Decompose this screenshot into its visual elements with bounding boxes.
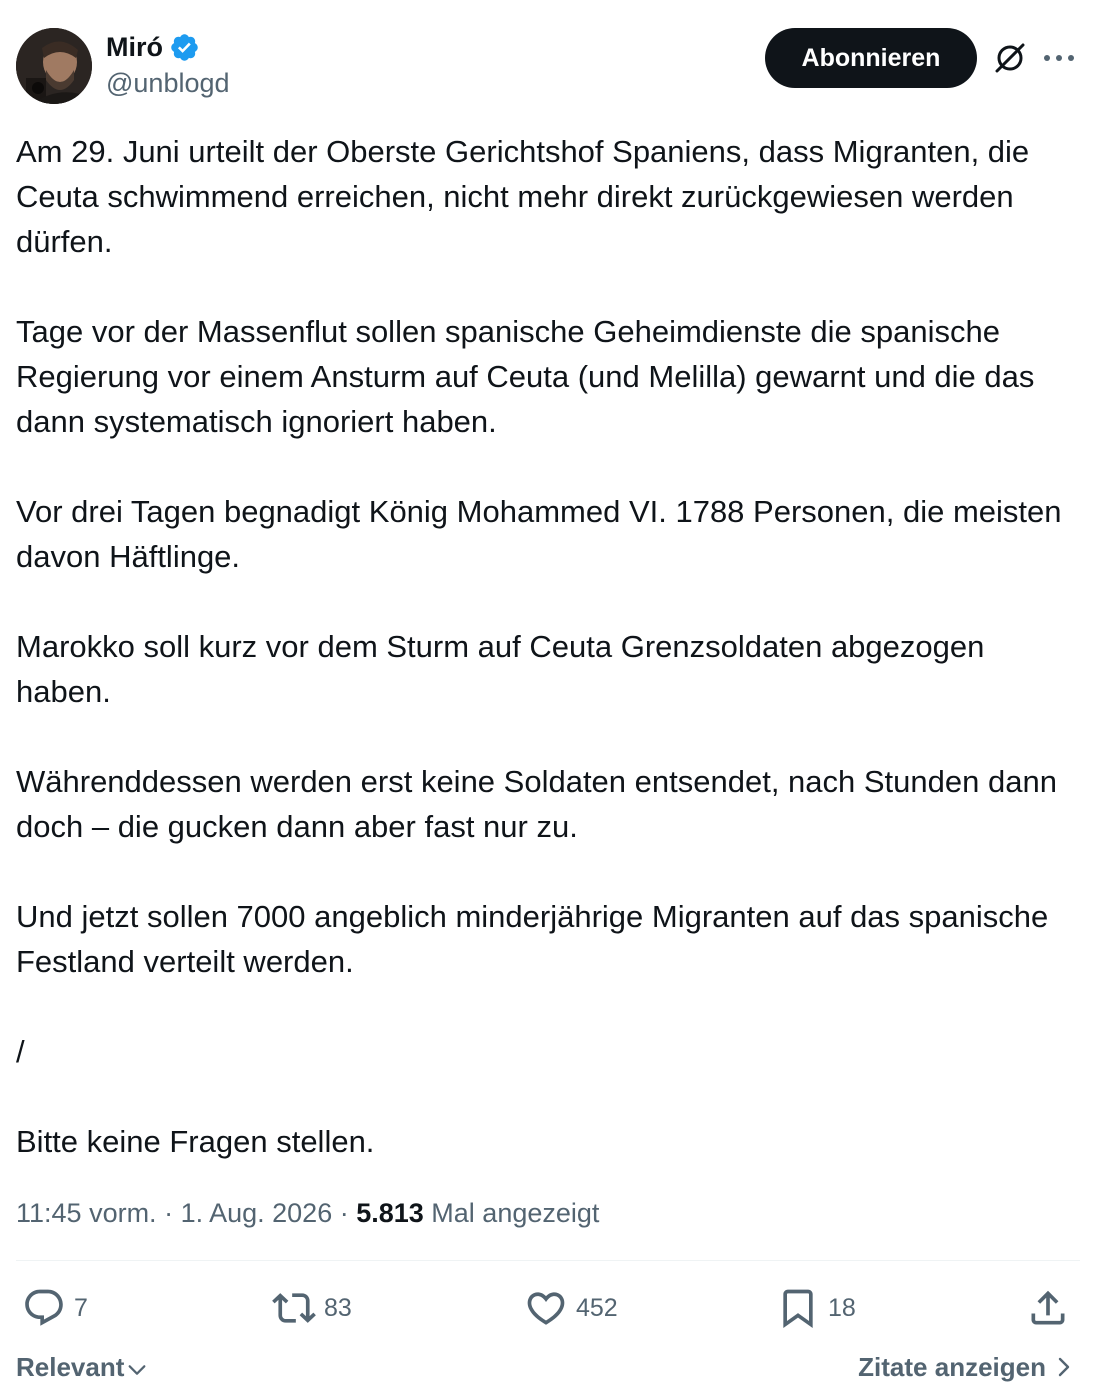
- subscribe-button[interactable]: Abonnieren: [765, 28, 977, 88]
- divider: [16, 1260, 1080, 1261]
- verified-badge-icon[interactable]: [169, 32, 200, 63]
- quotes-label: Zitate anzeigen: [858, 1352, 1046, 1382]
- views-count: 5.813: [356, 1198, 424, 1228]
- share-button[interactable]: [1026, 1282, 1070, 1334]
- author-name[interactable]: Miró: [106, 32, 163, 62]
- reply-icon: [22, 1286, 66, 1330]
- post-paragraph: Währenddessen werden erst keine Soldaten entsendet, nach Stunden dann doch – die gucken dann aber fast nur zu.: [16, 764, 1057, 844]
- post-paragraph: Vor drei Tagen begnadigt König Mohammed VI. 1788 Personen, die meisten davon Häftlinge.: [16, 494, 1062, 574]
- post-text: [16, 129, 1080, 1209]
- more-options-icon[interactable]: [1042, 46, 1076, 70]
- post-header: [16, 28, 1076, 104]
- post-time[interactable]: 11:45 vorm.: [16, 1198, 157, 1228]
- share-icon: [1026, 1286, 1070, 1330]
- views-label: Mal angezeigt: [423, 1198, 600, 1228]
- sort-dropdown[interactable]: [16, 1348, 148, 1386]
- like-count: 452: [576, 1293, 618, 1322]
- repost-count: 83: [324, 1293, 352, 1322]
- reply-count: 7: [74, 1293, 88, 1322]
- avatar-photo: [16, 28, 92, 104]
- bookmark-button[interactable]: [776, 1282, 856, 1334]
- post-date[interactable]: 1. Aug. 2026: [180, 1198, 333, 1228]
- like-button[interactable]: [524, 1282, 618, 1334]
- post-paragraph: /: [16, 1034, 25, 1069]
- grok-icon[interactable]: [992, 40, 1028, 76]
- meta-separator: ·: [332, 1198, 357, 1228]
- chevron-down-icon: [126, 1359, 148, 1381]
- post-paragraph: Tage vor der Massenflut sollen spanische Geheimdienste die spanische Regierung vor einem Ansturm auf Ceuta (und Melilla) gewarnt und die das dann systematisch ignoriert haben.: [16, 314, 1035, 439]
- meta-separator: ·: [156, 1198, 181, 1228]
- sort-label: Relevant: [16, 1352, 125, 1382]
- bookmark-icon: [776, 1286, 820, 1330]
- avatar[interactable]: [16, 28, 92, 104]
- author-info: [106, 30, 230, 102]
- repost-icon: [272, 1286, 316, 1330]
- post-paragraph: Am 29. Juni urteilt der Oberste Gerichtshof Spaniens, dass Migranten, die Ceuta schwimmend erreichen, nicht mehr direkt zurückgewiesen werden dürfen.: [16, 134, 1030, 259]
- post-paragraph: Und jetzt sollen 7000 angeblich minderjährige Migranten auf das spanische Festland verteilt werden.: [16, 899, 1049, 979]
- action-bar: [0, 1282, 1096, 1334]
- reply-button[interactable]: [22, 1282, 88, 1334]
- author-name-row: [106, 30, 230, 64]
- show-quotes-link[interactable]: [858, 1348, 1074, 1386]
- post-paragraph: Bitte keine Fragen stellen.: [16, 1124, 375, 1159]
- chevron-right-icon: [1054, 1355, 1074, 1379]
- post-meta: [16, 1193, 599, 1233]
- repost-button[interactable]: [272, 1282, 352, 1334]
- post-paragraph: Marokko soll kurz vor dem Sturm auf Ceuta Grenzsoldaten abgezogen haben.: [16, 629, 985, 709]
- author-handle[interactable]: @unblogd: [106, 68, 230, 98]
- heart-icon: [524, 1286, 568, 1330]
- bookmark-count: 18: [828, 1293, 856, 1322]
